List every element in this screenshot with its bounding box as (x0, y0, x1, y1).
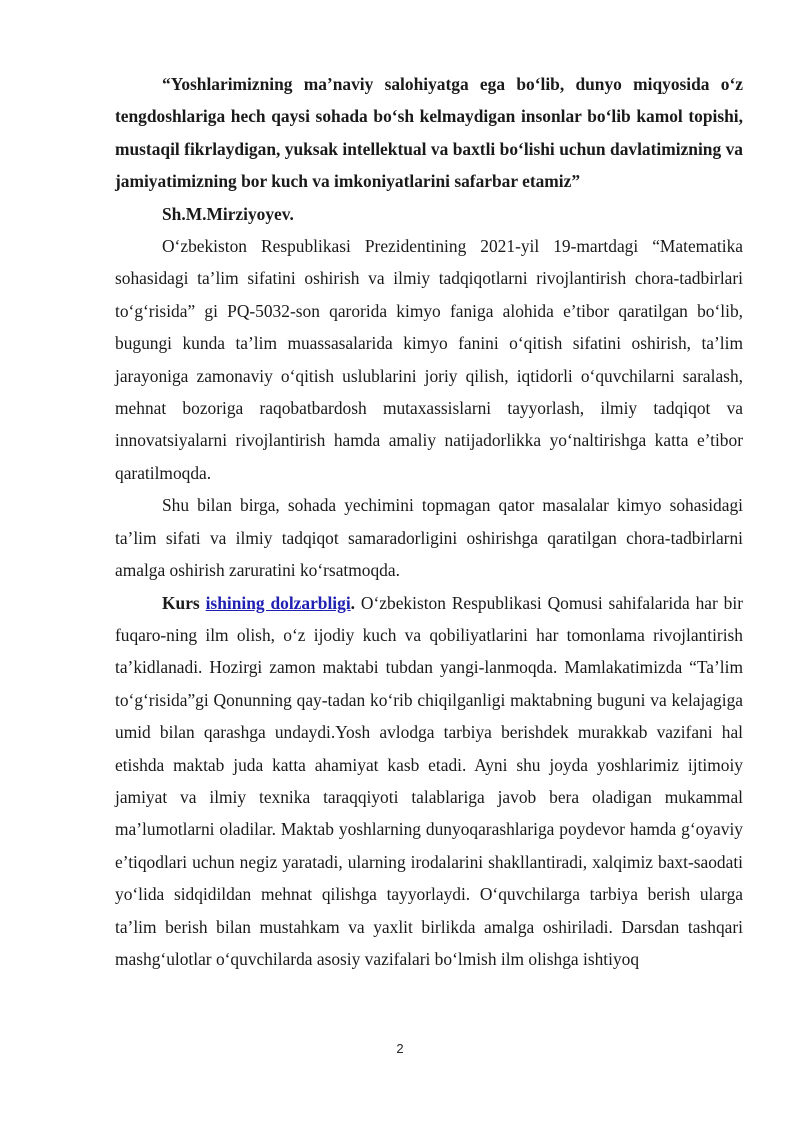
page-content (115, 68, 743, 975)
epigraph-author: Sh.M.Mirziyoyev. (162, 203, 294, 224)
paragraph-relevance (115, 587, 743, 976)
relevance-text: O‘zbekiston Respublikasi Qomusi sahifalarida har bir fuqaro-ning ilm olish, o‘z ijodiy kuch va qobiliyatlarini har tomonlama rivojlantirish ta’kidlanadi. Hozirgi zamon maktabi tubdan yangi-lanmoqda. Mamlakatimizda “Ta’lim to‘g‘risida”gi Qonunning qay-tadan ko‘rib chiqilganligi maktabning buguni va kelajagiga umid bilan qarashga undaydi.Yosh avlodga tarbiya berishdek murakkab vazifani hal etishda maktab juda katta ahamiyat kasb etadi. Ayni shu joyda yoshlarimiz ijtimoiy jamiyat va ilmiy texnika taraqqiyoti talablariga javob bera oladigan mukammal ma’lumotlarni oladilar. Maktab yoshlarning dunyoqarashlariga poydevor hamda g‘oyaviy e’tiqodlari uchun negiz yaratadi, ularning irodalarini shakllantiradi, xalqimiz baxt-saodati yo‘lida sidqidildan mehnat qilishga tayyorlaydi. O‘quvchilarga tarbiya berish ularga ta’lim berish bilan mustahkam va yaxlit birlikda amalga oshiriladi. Darsdan tashqari mashg‘ulotlar o‘quvchilarda asosiy vazifalari bo‘lmish ilm olishga ishtiyoq (115, 592, 743, 969)
relevance-link-period: . (350, 592, 356, 613)
relevance-link[interactable]: ishining dolzarbligi (205, 592, 351, 613)
epigraph-quote: “Yoshlarimizning ma’naviy salohiyatga ega bo‘lib, dunyo miqyosida o‘z tengdoshlariga hech qaysi sohada bo‘sh kelmaydigan insonlar bo‘lib kamol topishi, mustaqil fikrlaydigan, yuksak intellektual va baxtli bo‘lishi uchun davlatimizning va jamiyatimizning bor kuch va imkoniyatlarini safarbar etamiz” (115, 74, 743, 192)
paragraph-decree: O‘zbekiston Respublikasi Prezidentining 2021-yil 19-martdagi “Matematika sohasidagi ta’lim sifatini oshirish va ilmiy tadqiqotlarni rivojlantirish chora-tadbirlari to‘g‘risida” gi PQ-5032-son qarorida kimyo faniga alohida e’tibor qaratilgan bo‘lib, bugungi kunda ta’lim muassasalarida kimyo fanini o‘qitish sifatini oshirish, ta’lim jarayoniga zamonaviy o‘qitish uslublarini joriy qilish, iqtidorli o‘quvchilarni saralash, mehnat bozoriga raqobatbardosh mutaxassislarni tayyorlash, ilmiy tadqiqot va innovatsiyalarni rivojlantirish hamda amaliy natijadorlikka yo‘naltirishga katta e’tibor qaratilmoqda. (115, 236, 743, 483)
relevance-lead: Kurs (162, 592, 206, 613)
page-number: 2 (396, 1041, 404, 1056)
paragraph-problems: Shu bilan birga, sohada yechimini topmagan qator masalalar kimyo sohasidagi ta’lim sifati va ilmiy tadqiqot samaradorligini oshirishga qaratilgan chora-tadbirlarni amalga oshirish zaruratini ko‘rsatmoqda. (115, 495, 743, 581)
